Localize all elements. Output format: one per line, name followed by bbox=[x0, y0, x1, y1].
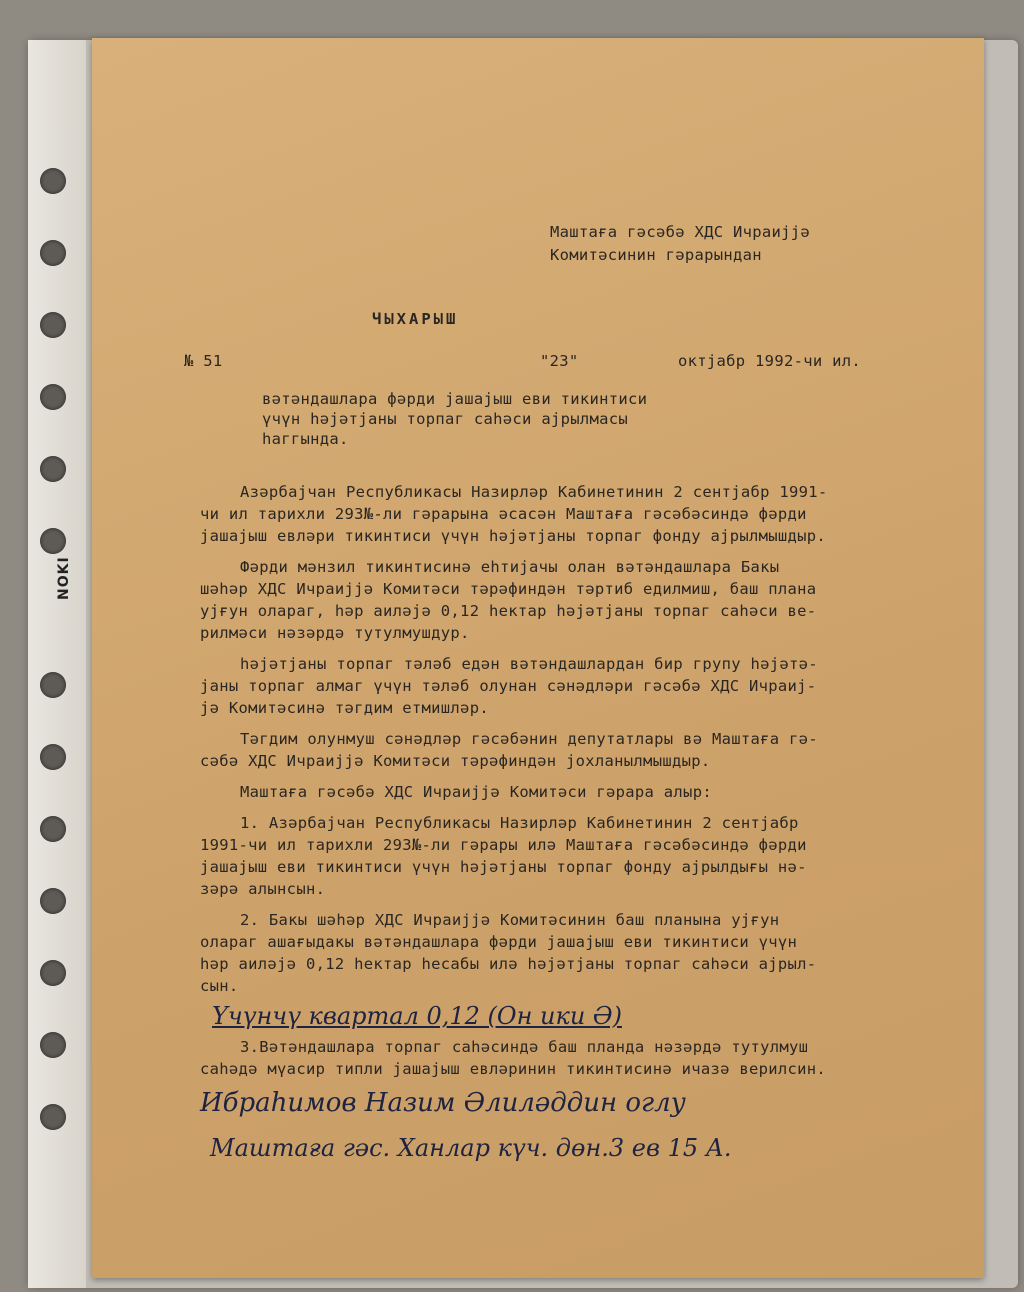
body-line: һәјәтјаны торпаг тәләб едән вәтәндашлардан бир групу һәјәтә- bbox=[240, 655, 818, 673]
punch-hole bbox=[40, 816, 66, 842]
body-line: рилмәси нәзәрдә тутулмушдур. bbox=[200, 624, 470, 642]
body-line: Тәгдим олунмуш сәнәдләр гәсәбәнин депутатлары вә Маштаға гә- bbox=[240, 730, 818, 748]
document-title: ЧЫХАРЫШ bbox=[372, 310, 459, 328]
body-line: чи ил тарихли 293№-ли гәрарына әсасән Маштаға гәсәбәсиндә фәрди bbox=[200, 505, 807, 523]
body-line: јашајыш еви тикинтиси үчүн һәјәтјаны торпаг фонду ајрылдығы нә- bbox=[200, 858, 807, 876]
body-line: јаны торпаг алмаг үчүн тәләб олунан сәнәдләри гәсәбә ХДС Ичраиј- bbox=[200, 677, 817, 695]
punch-hole bbox=[40, 456, 66, 482]
body-line: сәбә ХДС Ичраиjjә Комитәси тәрәфиндән јохланылмышдыр. bbox=[200, 752, 711, 770]
sleeve-binding-strip bbox=[28, 40, 86, 1288]
document-number: № 51 bbox=[184, 352, 223, 370]
subject-line: һаггында. bbox=[262, 430, 349, 448]
handwritten-line: Үчүнчү квартал 0,12 (Он ики Ә) bbox=[212, 1002, 622, 1030]
body-line: сын. bbox=[200, 977, 239, 995]
subject-line: вәтәндашлара фәрди јашајыш еви тикинтиси bbox=[262, 390, 648, 408]
body-line: һәр аиләјә 0,12 һектар һесабы илә һәјәтјаны торпаг саһәси ајрыл- bbox=[200, 955, 817, 973]
punch-hole bbox=[40, 1104, 66, 1130]
punch-hole bbox=[40, 672, 66, 698]
punch-hole bbox=[40, 960, 66, 986]
punch-hole bbox=[40, 168, 66, 194]
body-line: 1. Азәрбајчан Республикасы Назирләр Кабинетинин 2 сентјабр bbox=[240, 814, 799, 832]
handwritten-address: Маштаға гәс. Ханлар күч. дөн.3 ев 15 А. bbox=[210, 1134, 732, 1162]
punch-hole bbox=[40, 1032, 66, 1058]
document-page bbox=[92, 38, 984, 1278]
punch-hole bbox=[40, 240, 66, 266]
body-line: 3.Вәтәндашлара торпаг саһәсиндә баш планда нәзәрдә тутулмуш bbox=[240, 1038, 809, 1056]
body-line: 2. Бакы шәһәр ХДС Ичраиjjә Комитәсинин баш планына ујғун bbox=[240, 911, 780, 929]
header-line-2: Комитәсинин гәрарындан bbox=[550, 246, 762, 264]
subject-line: үчүн һәјәтјаны торпаг саһәси ајрылмасы bbox=[262, 410, 629, 428]
handwritten-name: Ибраһимов Назим Әлиләддин оглу bbox=[200, 1088, 686, 1118]
document-month-year: октјабр 1992-чи ил. bbox=[678, 352, 862, 370]
punch-hole bbox=[40, 528, 66, 554]
body-line: саһәдә мүасир типли јашајыш евләринин тикинтисинә ичазә верилсин. bbox=[200, 1060, 827, 1078]
punch-hole bbox=[40, 744, 66, 770]
body-line: зәрә алынсын. bbox=[200, 880, 326, 898]
header-line-1: Маштаға гәсәбә ХДС Ичраиjjә bbox=[550, 223, 811, 241]
body-line: Фәрди мәнзил тикинтисинә еһтијачы олан вәтәндашлара Бакы bbox=[240, 558, 780, 576]
punch-hole bbox=[40, 888, 66, 914]
body-line: Азәрбајчан Республикасы Назирләр Кабинетинин 2 сентјабр 1991- bbox=[240, 483, 828, 501]
body-line: јашајыш евләри тикинтиси үчүн һәјәтјаны торпаг фонду ајрылмышдыр. bbox=[200, 527, 827, 545]
body-line: шәһәр ХДС Ичраиjjә Комитәси тәрәфиндән тәртиб едилмиш, баш плана bbox=[200, 580, 817, 598]
body-line: јә Комитәсинә тәгдим етмишләр. bbox=[200, 699, 489, 717]
body-line: 1991-чи ил тарихли 293№-ли гәрары илә Маштаға гәсәбәсиндә фәрди bbox=[200, 836, 807, 854]
body-line: ујғун олараг, һәр аиләјә 0,12 һектар һәјәтјаны торпаг саһәси ве- bbox=[200, 602, 817, 620]
body-line: олараг ашағыдакы вәтәндашлара фәрди јашајыш еви тикинтиси үчүн bbox=[200, 933, 798, 951]
punch-hole bbox=[40, 312, 66, 338]
document-day: "23" bbox=[540, 352, 579, 370]
punch-hole bbox=[40, 384, 66, 410]
sleeve-brand-label: NOKI bbox=[56, 556, 72, 600]
body-line: Маштаға гәсәбә ХДС Ичраиjjә Комитәси гәрара алыр: bbox=[240, 783, 712, 801]
